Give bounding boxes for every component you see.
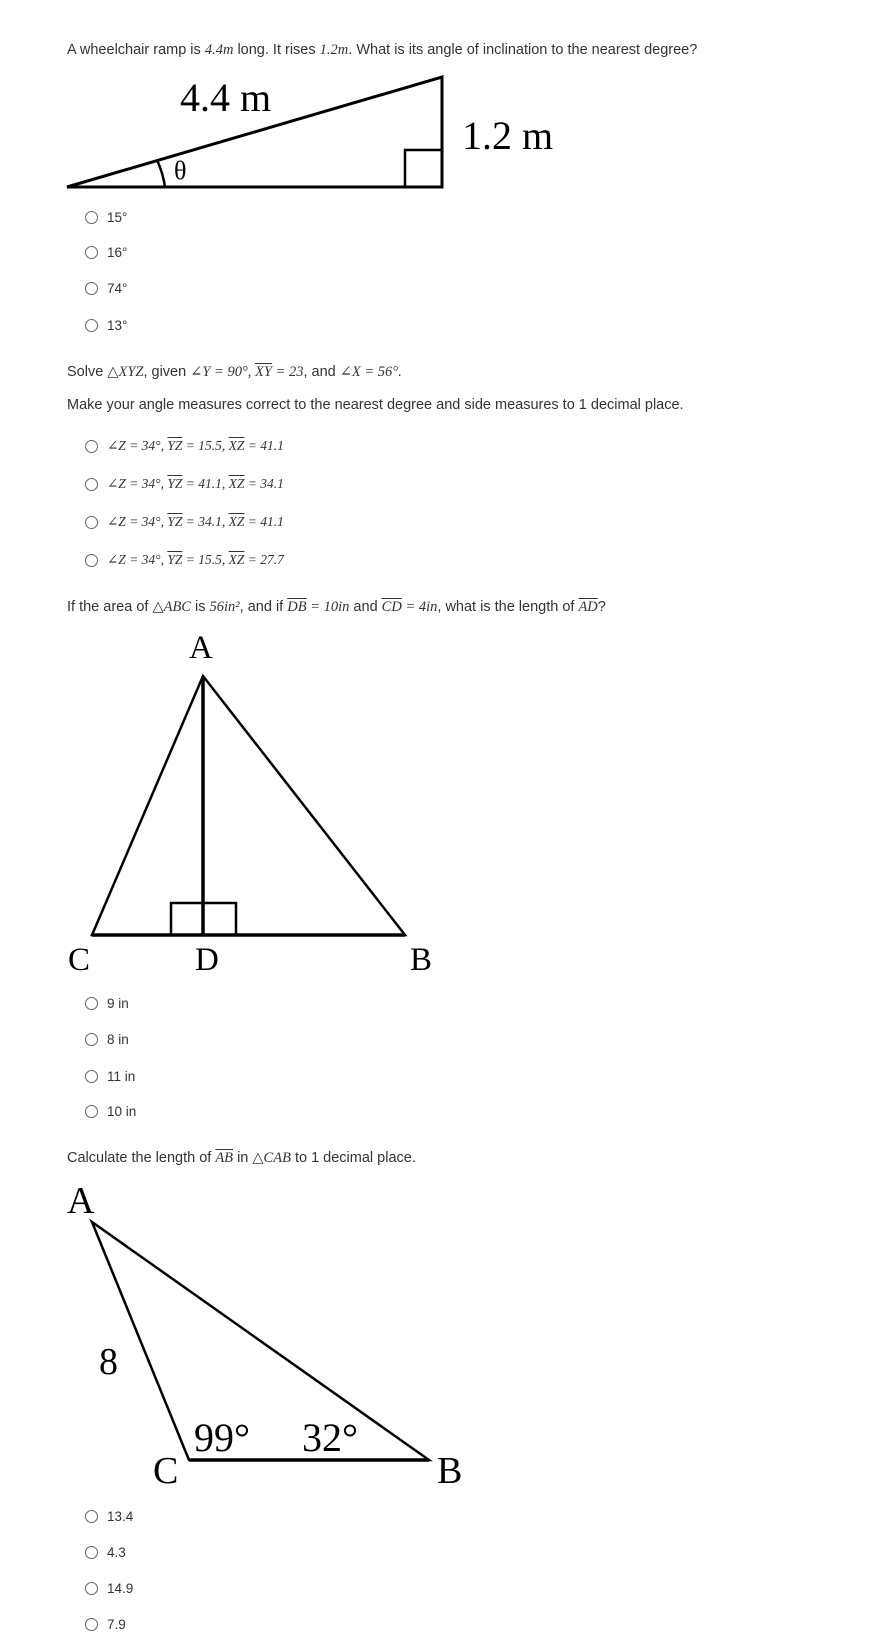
option-label (107, 438, 284, 454)
radio-button[interactable] (85, 1070, 98, 1083)
q3-t1: If the area of (67, 599, 153, 615)
q4-angle-c-label: 99° (194, 1415, 250, 1460)
opt-seg-yz: $\overline{YZ}$ (167, 514, 183, 529)
q2-xy-value: = 23 (271, 364, 304, 380)
opt-angle: ∠Z = 34°, (107, 476, 168, 491)
radio-button[interactable] (85, 516, 98, 529)
q4-label-a: A (67, 1180, 95, 1222)
q4-side-ac-label: 8 (99, 1341, 118, 1383)
opt-xz-val: = 34.1 (244, 476, 284, 491)
q1-text-a: A wheelchair ramp is (67, 42, 205, 58)
opt-seg-yz: $\overline{YZ}$ (167, 552, 183, 567)
q3-option-3[interactable] (85, 1066, 135, 1086)
q2-triangle: △XYZ (107, 364, 144, 380)
option-label: 74° (107, 280, 128, 296)
q3-db-value: = 10in (306, 599, 350, 615)
q3-t2: is (191, 599, 210, 615)
q2-option-2[interactable] (85, 474, 284, 494)
radio-button[interactable] (85, 1546, 98, 1559)
q1-text-c: . What is its angle of inclination to the nearest degree? (348, 42, 698, 58)
opt-seg-xz: $\overline{XZ}$ (228, 476, 245, 491)
option-label: 13° (107, 317, 128, 333)
q3-label-a: A (189, 630, 213, 666)
question-2-line2: Make your angle measures correct to the nearest degree and side measures to 1 decimal place. (67, 397, 684, 413)
q3-triangle: △ABC (152, 599, 191, 615)
q1-rise: 1.2m (319, 42, 349, 58)
opt-angle: ∠Z = 34°, (107, 552, 168, 567)
q3-t4: and (349, 599, 382, 615)
radio-button[interactable] (85, 246, 98, 259)
q1-option-3[interactable] (85, 278, 127, 298)
q4-t2: in (233, 1150, 253, 1166)
q3-seg-cd: $\overline{CD}$ (381, 599, 402, 615)
q2-segment-xy: $\overline{XY}$ (255, 364, 272, 380)
q2-angle-y: ∠Y = 90° (190, 364, 248, 380)
q3-right-angle-mark (171, 903, 236, 935)
q3-label-c: C (68, 942, 91, 978)
q2-option-3[interactable] (85, 512, 284, 532)
option-label: 4.3 (107, 1544, 126, 1560)
radio-button[interactable] (85, 1582, 98, 1595)
radio-button[interactable] (85, 1105, 98, 1118)
q3-option-2[interactable] (85, 1029, 129, 1049)
option-label (107, 514, 284, 530)
radio-button[interactable] (85, 478, 98, 491)
q2-option-1[interactable] (85, 436, 284, 456)
q3-triangle-abc (92, 676, 405, 935)
option-label: 8 in (107, 1031, 129, 1047)
q4-option-4[interactable] (85, 1614, 126, 1634)
q1-theta-label: θ (174, 156, 187, 185)
q2-angle-x: ∠X = 56° (339, 364, 399, 380)
q2-period: . (398, 364, 402, 380)
q3-option-1[interactable] (85, 993, 129, 1013)
q3-t6: ? (597, 599, 606, 615)
question-1-text (67, 42, 697, 59)
q2-given: , given (143, 364, 191, 380)
q2-solve: Solve (67, 364, 108, 380)
q3-t3: , and if (239, 599, 288, 615)
opt-yz-val: = 34.1, (182, 514, 229, 529)
question-3-text (67, 599, 606, 616)
q2-comma: , (247, 364, 255, 380)
opt-xz-val: = 27.7 (244, 552, 284, 567)
option-label: 15° (107, 209, 128, 225)
radio-button[interactable] (85, 554, 98, 567)
radio-button[interactable] (85, 282, 98, 295)
opt-seg-xz: $\overline{XZ}$ (228, 438, 245, 453)
opt-seg-yz: $\overline{YZ}$ (167, 476, 183, 491)
q1-text-b: long. It rises (233, 42, 320, 58)
q3-t5: , what is the length of (437, 599, 579, 615)
question-4-text (67, 1150, 416, 1167)
q3-seg-ad: $\overline{AD}$ (578, 599, 598, 615)
q4-seg-ab: $\overline{AB}$ (215, 1150, 234, 1166)
radio-button[interactable] (85, 997, 98, 1010)
option-label: 16° (107, 244, 128, 260)
radio-button[interactable] (85, 1510, 98, 1523)
q3-label-d: D (195, 942, 219, 978)
q4-option-1[interactable] (85, 1506, 133, 1526)
q2-and: , and (303, 364, 340, 380)
q4-triangle-cab (92, 1222, 429, 1460)
opt-seg-xz: $\overline{XZ}$ (228, 552, 245, 567)
q4-angle-b-label: 32° (302, 1415, 358, 1460)
q1-length: 4.4m (204, 42, 234, 58)
q2-option-4[interactable] (85, 550, 284, 570)
opt-seg-xz: $\overline{XZ}$ (228, 514, 245, 529)
q3-label-b: B (410, 942, 433, 978)
option-label: 13.4 (107, 1508, 134, 1524)
opt-yz-val: = 15.5, (182, 438, 229, 453)
option-label: 9 in (107, 995, 129, 1011)
opt-xz-val: = 41.1 (244, 514, 284, 529)
radio-button[interactable] (85, 440, 98, 453)
radio-button[interactable] (85, 1618, 98, 1631)
q1-right-angle-mark (405, 150, 442, 187)
q1-option-4[interactable] (85, 315, 127, 335)
q1-rise-label: 1.2 m (462, 113, 554, 158)
q4-label-c: C (153, 1450, 179, 1492)
radio-button[interactable] (85, 319, 98, 332)
option-label (107, 476, 284, 492)
option-label: 14.9 (107, 1580, 134, 1596)
question-2-line1 (67, 364, 402, 381)
q3-seg-db: $\overline{DB}$ (287, 599, 307, 615)
option-label: 11 in (107, 1068, 136, 1084)
option-label: 10 in (107, 1103, 137, 1119)
q4-option-3[interactable] (85, 1578, 133, 1598)
opt-xz-val: = 41.1 (244, 438, 284, 453)
opt-seg-yz: $\overline{YZ}$ (167, 438, 183, 453)
q3-area: 56in² (209, 599, 240, 615)
q1-option-2[interactable] (85, 242, 127, 262)
opt-yz-val: = 41.1, (182, 476, 229, 491)
opt-angle: ∠Z = 34°, (107, 438, 168, 453)
q1-angle-arc (157, 160, 165, 187)
option-label: 7.9 (107, 1616, 126, 1632)
radio-button[interactable] (85, 1033, 98, 1046)
q1-option-1[interactable] (85, 207, 127, 227)
radio-button[interactable] (85, 211, 98, 224)
q1-hypotenuse-label: 4.4 m (180, 75, 272, 120)
q4-t1: Calculate the length of (67, 1150, 216, 1166)
q4-label-b: B (437, 1450, 463, 1492)
q3-cd-value: = 4in (401, 599, 438, 615)
opt-angle: ∠Z = 34°, (107, 514, 168, 529)
q3-option-4[interactable] (85, 1101, 136, 1121)
q4-option-2[interactable] (85, 1542, 126, 1562)
q4-triangle: △CAB (252, 1150, 291, 1166)
opt-yz-val: = 15.5, (182, 552, 229, 567)
q4-t3: to 1 decimal place. (290, 1150, 416, 1166)
option-label (107, 552, 284, 568)
